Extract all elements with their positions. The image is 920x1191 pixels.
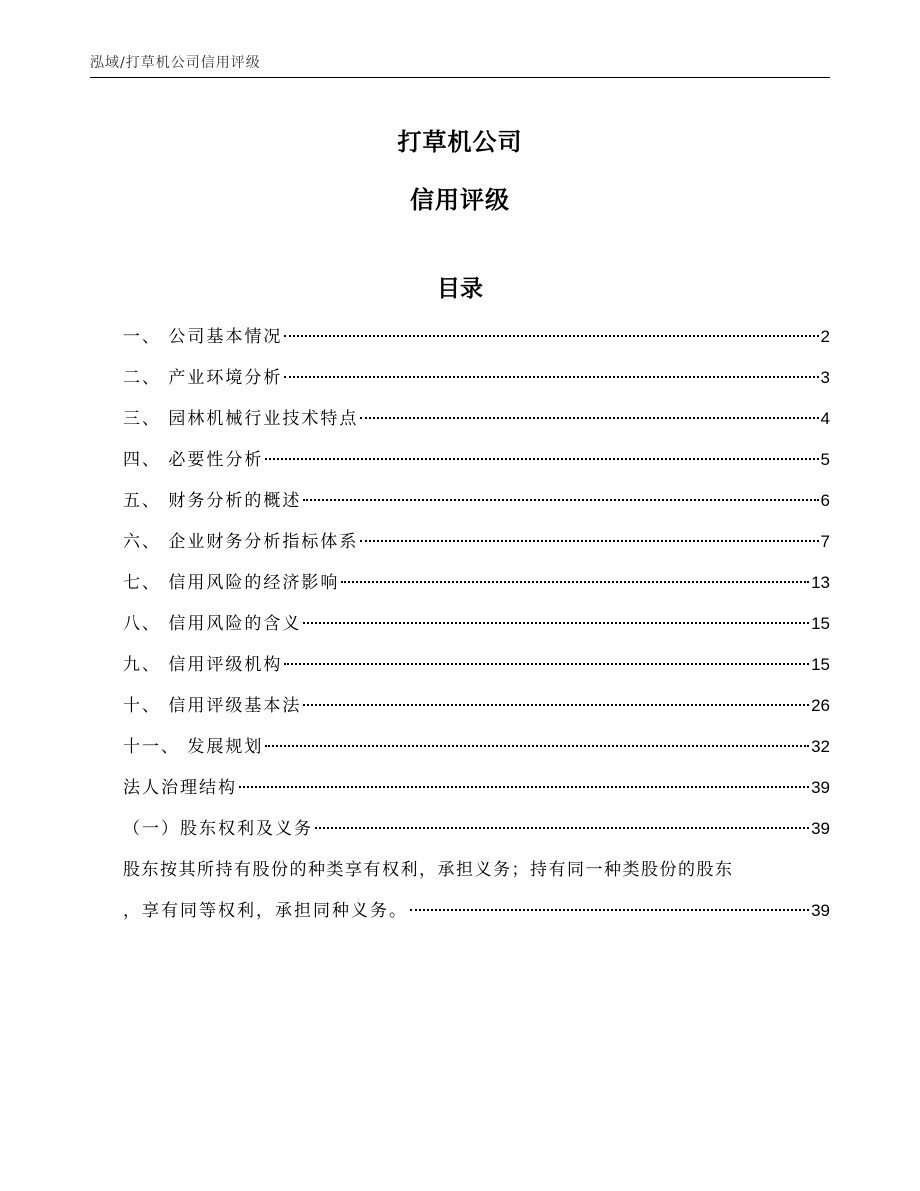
toc-entry-label: 法人治理结构 — [123, 778, 237, 798]
toc-entry-page: 15 — [811, 614, 830, 633]
toc-entry[interactable] — [123, 322, 830, 363]
toc-entry-label: 四、 必要性分析 — [123, 450, 264, 470]
toc-entry-page: 7 — [820, 532, 830, 551]
document-subtitle: 信用评级 — [410, 186, 510, 214]
toc-leader — [341, 581, 809, 583]
toc-entry-page: 4 — [820, 409, 830, 428]
toc-entry[interactable] — [123, 363, 830, 404]
toc-entry[interactable] — [123, 773, 830, 814]
toc-entry-label: 八、 信用风险的含义 — [123, 614, 302, 634]
toc-leader — [284, 335, 818, 337]
toc-entry[interactable] — [123, 732, 830, 773]
toc-entry-page: 5 — [820, 450, 830, 469]
toc-entry-page: 3 — [820, 368, 830, 387]
toc-long-entry-line1[interactable]: 股东按其所持有股份的种类享有权利，承担义务；持有同一种类股份的股东 — [123, 860, 734, 880]
toc-entry-label: ，享有同等权利，承担同种义务。 — [123, 901, 408, 921]
toc-leader — [284, 376, 818, 378]
toc-entry[interactable] — [123, 486, 830, 527]
toc-leader — [239, 786, 809, 788]
toc-entry-label: 三、 园林机械行业技术特点 — [123, 409, 359, 429]
running-header: 泓域/打草机公司信用评级 — [90, 55, 261, 71]
toc-leader — [265, 458, 818, 460]
toc-leader — [303, 499, 818, 501]
toc-entry-page: 6 — [820, 491, 830, 510]
toc-leader — [315, 827, 809, 829]
toc-entry-label: 十一、 发展规划 — [123, 737, 264, 757]
toc-leader — [265, 745, 809, 747]
toc-entry-page: 2 — [820, 327, 830, 346]
toc-entry-label: 十、 信用评级基本法 — [123, 696, 302, 716]
toc-entry-page: 39 — [811, 819, 830, 838]
toc-entry-page: 39 — [811, 901, 830, 920]
table-of-contents — [123, 322, 830, 937]
toc-entry[interactable] — [123, 404, 830, 445]
toc-entry-page: 39 — [811, 778, 830, 797]
toc-entry-label: 九、 信用评级机构 — [123, 655, 283, 675]
toc-entry[interactable] — [123, 814, 830, 855]
toc-entry-label: 二、 产业环境分析 — [123, 368, 283, 388]
toc-entry-page: 15 — [811, 655, 830, 674]
toc-entry-label: 一、 公司基本情况 — [123, 327, 283, 347]
toc-leader — [303, 704, 809, 706]
toc-entry[interactable] — [123, 568, 830, 609]
toc-leader — [303, 622, 809, 624]
toc-long-entry-line2[interactable] — [123, 896, 830, 937]
toc-entry-label: （一）股东权利及义务 — [123, 819, 313, 839]
toc-entry-label: 七、 信用风险的经济影响 — [123, 573, 340, 593]
toc-entry-page: 32 — [811, 737, 830, 756]
toc-leader — [410, 909, 809, 911]
toc-entry-label: 五、 财务分析的概述 — [123, 491, 302, 511]
toc-entry[interactable] — [123, 609, 830, 650]
toc-leader — [360, 417, 818, 419]
toc-entry-label: 六、 企业财务分析指标体系 — [123, 532, 359, 552]
toc-entry-page: 26 — [811, 696, 830, 715]
toc-entry[interactable] — [123, 527, 830, 568]
document-title: 打草机公司 — [397, 128, 523, 156]
toc-heading: 目录 — [437, 276, 483, 302]
toc-leader — [360, 540, 818, 542]
toc-leader — [284, 663, 809, 665]
header-rule — [90, 77, 830, 78]
toc-entry[interactable] — [123, 650, 830, 691]
toc-entry[interactable] — [123, 691, 830, 732]
toc-entry-page: 13 — [811, 573, 830, 592]
toc-entry[interactable] — [123, 445, 830, 486]
